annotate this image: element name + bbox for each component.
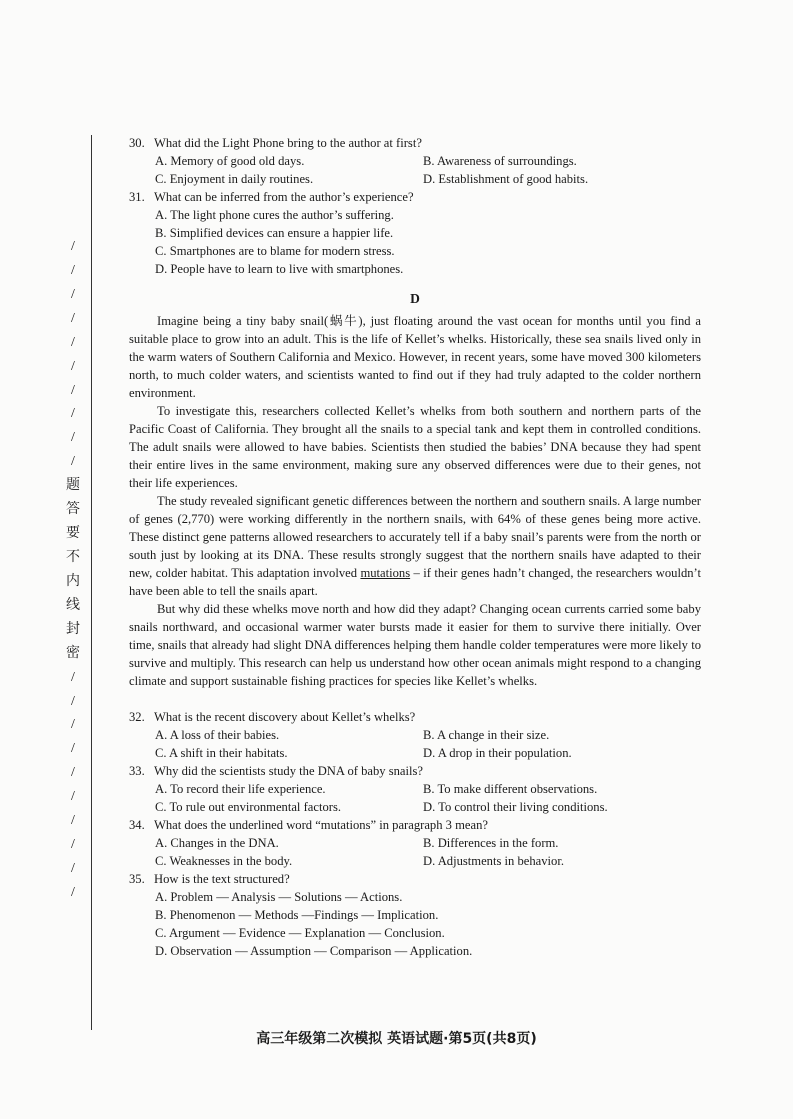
question-34-options (129, 834, 701, 870)
margin-slash: / (71, 860, 75, 876)
passage-paragraph-4: But why did these whelks move north and how did they adapt? Changing ocean currents carried some baby snails northward, and occasional warmer water bursts made it easier for them to survive there initially. Over time, snails that already had slight DNA differences helping them handle colder temperatures were more likely to survive and multiply. This research can help us understand how other ocean animals might respond to a changing climate and support sustainable fishing practices for species like Kellet’s whelks. (129, 602, 701, 688)
question-number: 30. (129, 136, 145, 150)
question-number: 32. (129, 710, 145, 724)
underlined-word: mutations (360, 566, 411, 580)
question-stem: What can be inferred from the author’s experience? (154, 190, 414, 204)
question-30-options (129, 152, 701, 188)
question-stem: Why did the scientists study the DNA of baby snails? (154, 764, 423, 778)
question-32-options (129, 726, 701, 762)
margin-slash: / (71, 286, 75, 302)
question-32 (129, 708, 701, 726)
margin-char: 封 (66, 621, 80, 637)
margin-char: 题 (66, 478, 80, 494)
paragraph-text: The study revealed significant genetic differences between the northern and southern snails. A large number of genes (2,770) were working differently in the northern snails, with 64% of these genes being more active. These distinct gene patterns allowed researchers to accurately tell if a baby snail’s parents were from the north or south just by looking at its DNA. These results strongly suggest that the northern snails have adapted to their new, colder habitat. This adaptation involved (129, 494, 701, 580)
question-stem: What is the recent discovery about Kellet’s whelks? (154, 710, 416, 724)
option-b[interactable]: B. Awareness of surroundings. (423, 154, 577, 168)
margin-slash: / (71, 717, 75, 733)
option-b[interactable]: B. A change in their size. (423, 728, 550, 742)
margin-char: 内 (66, 573, 80, 589)
margin-slash: / (71, 262, 75, 278)
option-b[interactable]: B. Simplified devices can ensure a happier life. (155, 226, 394, 240)
margin-line (91, 135, 92, 1030)
option-d[interactable]: D. To control their living conditions. (423, 800, 608, 814)
option-a[interactable]: A. To record their life experience. (155, 782, 326, 796)
question-30 (129, 134, 701, 152)
margin-slash: / (71, 310, 75, 326)
option-c[interactable]: C. To rule out environmental factors. (155, 800, 341, 814)
option-a[interactable]: A. A loss of their babies. (155, 728, 280, 742)
question-35 (129, 870, 701, 888)
question-33-options (129, 780, 701, 816)
passage-paragraph-1: Imagine being a tiny baby snail(蜗牛), just floating around the vast ocean for months until you find a suitable place to grow into an adult. This is the life of Kellet’s whelks. Historically, these sea snails lived only in the warm waters of Southern California and Mexico. However, in recent years, some have moved 300 kilometers north, to much colder waters, and scientists wanted to find out if they had truly adapted to the colder northern environment. (129, 314, 701, 400)
margin-slash: / (71, 789, 75, 805)
margin-char: 线 (66, 597, 80, 613)
question-number: 33. (129, 764, 145, 778)
option-d[interactable]: D. Adjustments in behavior. (423, 854, 564, 868)
passage-paragraph-2: To investigate this, researchers collected Kellet’s whelks from both southern and northern parts of the Pacific Coast of California. They brought all the snails to a special tank and kept them in controlled conditions. The adult snails were allowed to have babies. Scientists then studied the babies’ DNA because they had spent their entire lives in the same environment, making sure any observed differences were due to their genes, not their life experiences. (129, 404, 701, 490)
question-31-options (129, 206, 701, 278)
paragraph-text: – if their genes hadn’t changed, the researchers wouldn’t have been able to tell the snails apart. (129, 566, 701, 598)
margin-char: 答 (66, 502, 80, 518)
option-c[interactable]: C. Smartphones are to blame for modern stress. (155, 244, 395, 258)
question-stem: What did the Light Phone bring to the author at first? (154, 136, 422, 150)
margin-slash: / (71, 454, 75, 470)
option-a[interactable]: A. The light phone cures the author’s suffering. (155, 208, 394, 222)
option-b[interactable]: B. Differences in the form. (423, 836, 559, 850)
option-c[interactable]: C. Enjoyment in daily routines. (155, 172, 314, 186)
page-footer: 高三年级第二次模拟 英语试题·第5页(共8页) (256, 1031, 537, 1047)
option-b[interactable]: B. To make different observations. (423, 782, 598, 796)
margin-slash: / (71, 334, 75, 350)
question-35-options (129, 888, 701, 960)
margin-char: 要 (66, 526, 80, 542)
passage-paragraph-3 (129, 492, 701, 600)
question-stem: What does the underlined word “mutations” in paragraph 3 mean? (154, 818, 488, 832)
question-stem: How is the text structured? (154, 872, 290, 886)
option-d[interactable]: D. People have to learn to live with smartphones. (155, 262, 404, 276)
margin-slash: / (71, 837, 75, 853)
option-b[interactable]: B. Phenomenon — Methods —Findings — Implication. (155, 908, 439, 922)
margin-slash: / (71, 358, 75, 374)
option-d[interactable]: D. Observation — Assumption — Comparison — Application. (155, 944, 473, 958)
question-number: 35. (129, 872, 145, 886)
margin-slash: / (71, 430, 75, 446)
option-d[interactable]: D. A drop in their population. (423, 746, 572, 760)
page-content (129, 134, 701, 960)
option-a[interactable]: A. Memory of good old days. (155, 154, 305, 168)
question-number: 31. (129, 190, 145, 204)
option-c[interactable]: C. A shift in their habitats. (155, 746, 288, 760)
margin-slash: / (71, 239, 75, 254)
option-a[interactable]: A. Changes in the DNA. (155, 836, 279, 850)
question-number: 34. (129, 818, 145, 832)
question-33 (129, 762, 701, 780)
margin-slash: / (71, 765, 75, 781)
margin-slash: / (71, 741, 75, 757)
question-34 (129, 816, 701, 834)
margin-slash: / (71, 406, 75, 422)
margin-slash: / (71, 884, 75, 900)
seal-line-margin (62, 240, 84, 900)
margin-slash: / (71, 693, 75, 709)
option-c[interactable]: C. Weaknesses in the body. (155, 854, 293, 868)
margin-char: 不 (66, 549, 80, 565)
margin-char: 密 (66, 645, 80, 661)
margin-slash: / (71, 813, 75, 829)
option-d[interactable]: D. Establishment of good habits. (423, 172, 589, 186)
option-a[interactable]: A. Problem — Analysis — Solutions — Actions. (155, 890, 403, 904)
margin-slash: / (71, 382, 75, 398)
option-c[interactable]: C. Argument — Evidence — Explanation — Conclusion. (155, 926, 445, 940)
margin-slash: / (71, 669, 75, 685)
section-title: D (410, 291, 420, 306)
question-31 (129, 188, 701, 206)
